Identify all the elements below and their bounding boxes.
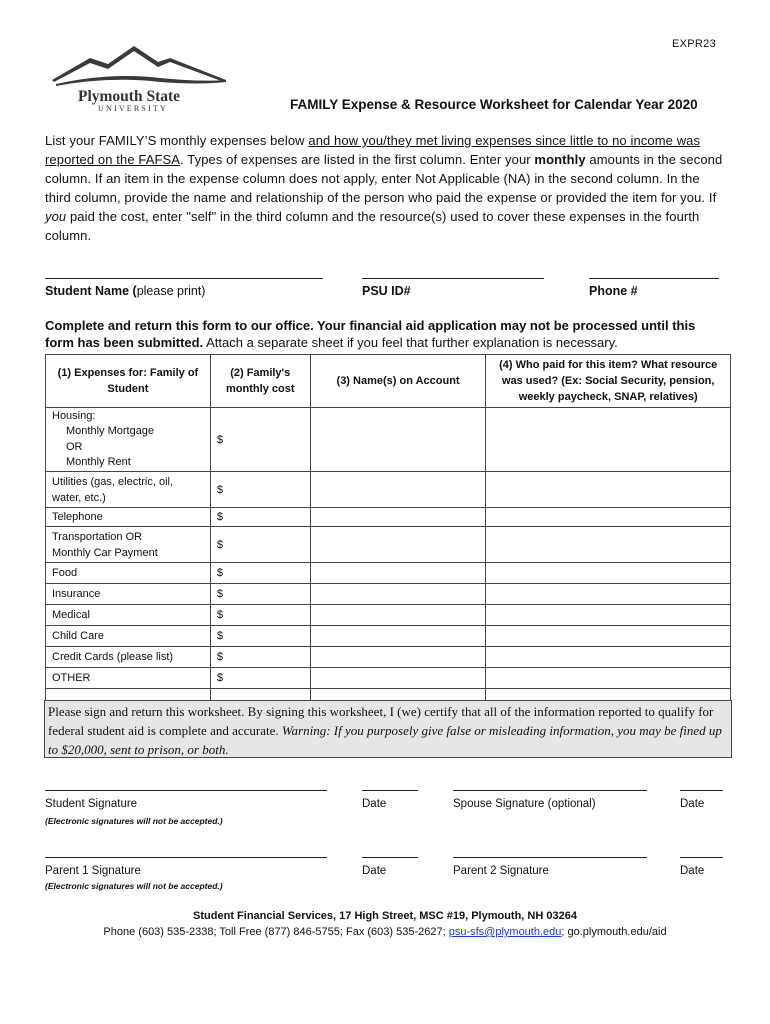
housing-line: Monthly Rent (66, 456, 131, 468)
student-signature-label: Student Signature (45, 798, 138, 810)
expense-child-care: Child Care (46, 626, 211, 647)
expense-transportation (46, 527, 211, 563)
expense-utilities (46, 472, 211, 508)
electronic-note: (Electronic signatures will not be accepted.) (45, 881, 223, 891)
instructions (45, 131, 725, 245)
cost-cell[interactable]: $ (210, 527, 310, 563)
housing-line: OR (66, 440, 83, 453)
housing-line: Housing: (52, 409, 96, 422)
table-row (46, 647, 731, 668)
account-cell[interactable] (310, 563, 486, 584)
date-label: Date (362, 865, 387, 877)
spouse-signature-label: Spouse Signature (optional) (453, 798, 596, 810)
cost-cell[interactable]: $ (210, 472, 310, 508)
header-name-on-account: (3) Name(s) on Account (310, 355, 486, 408)
expense-other: OTHER (46, 668, 211, 689)
instructions-text: amounts in the second column. If an item in the expense column does not apply, enter Not Applicable (NA) in the second column. In the third column, provide the name and relationship of the person who paid the expense or provided the item for you. If (45, 152, 723, 205)
account-cell[interactable] (310, 527, 486, 563)
student-name-label-bold: Student Name ( (45, 284, 137, 298)
instructions-italic: you (45, 209, 67, 224)
table-row (46, 508, 731, 527)
student-date-line[interactable] (362, 790, 418, 791)
cost-cell[interactable]: $ (210, 605, 310, 626)
instructions-text: . Types of expenses are listed in the first column. Enter your (180, 152, 535, 167)
table-row (46, 472, 731, 508)
resource-cell[interactable] (486, 563, 731, 584)
account-cell[interactable] (310, 472, 486, 508)
table-row (46, 527, 731, 563)
electronic-note: (Electronic signatures will not be accepted.) (45, 816, 223, 826)
account-cell[interactable] (310, 605, 486, 626)
resource-cell[interactable] (486, 508, 731, 527)
footer-address: Student Financial Services, 17 High Street, MSC #19, Plymouth, NH 03264 (193, 910, 577, 922)
notice-bold: Complete and return this form to our office. Your financial aid application may not be processed until this form has been submitted. (45, 318, 696, 350)
footer-contact (0, 926, 770, 938)
cost-cell[interactable]: $ (210, 626, 310, 647)
form-code: EXPR23 (672, 38, 716, 50)
expense-housing (46, 408, 211, 472)
account-cell[interactable] (310, 626, 486, 647)
cost-cell[interactable]: $ (210, 647, 310, 668)
parent1-signature-line[interactable] (45, 857, 327, 858)
certification-box (44, 700, 732, 758)
instructions-bold: monthly (534, 152, 586, 167)
account-cell[interactable] (310, 584, 486, 605)
table-header-row (46, 355, 731, 408)
resource-cell[interactable] (486, 647, 731, 668)
header-expenses: (1) Expenses for: Family of Student (46, 355, 211, 408)
spouse-date-line[interactable] (680, 790, 723, 791)
housing-line: Monthly Mortgage (66, 425, 155, 437)
certification-warning: Warning: If you purposely give false or misleading information, you may be fined up to $20,000, sent to prison, or both. (48, 723, 722, 757)
date-label: Date (680, 865, 705, 877)
utilities-line: Utilities (gas, electric, oil, (52, 475, 174, 488)
table-row (46, 563, 731, 584)
resource-cell[interactable] (486, 668, 731, 689)
certification-text: Please sign and return this worksheet. By signing this worksheet, I (we) certify that all of the information reported to qualify for federal student aid is complete and accurate. (48, 704, 714, 738)
account-cell[interactable] (310, 408, 486, 472)
psu-id-label: PSU ID# (362, 284, 411, 298)
header-monthly-cost: (2) Family's monthly cost (210, 355, 310, 408)
expense-table (45, 354, 731, 710)
resource-cell[interactable] (486, 472, 731, 508)
cost-cell[interactable]: $ (210, 668, 310, 689)
transport-line: Monthly Car Payment (52, 546, 158, 559)
university-logo (50, 40, 230, 116)
cost-cell[interactable]: $ (210, 563, 310, 584)
date-label: Date (362, 798, 387, 810)
table-row (46, 584, 731, 605)
parent2-signature-label: Parent 2 Signature (453, 865, 549, 877)
student-name-label (45, 284, 205, 298)
instructions-text: List your FAMILY’S monthly expenses below (45, 133, 309, 148)
table-row (46, 626, 731, 647)
account-cell[interactable] (310, 508, 486, 527)
student-signature-line[interactable] (45, 790, 327, 791)
logo-name: Plymouth State (78, 88, 181, 105)
spouse-signature-line[interactable] (453, 790, 647, 791)
parent2-date-line[interactable] (680, 857, 723, 858)
utilities-line: water, etc.) (52, 491, 106, 504)
cost-cell[interactable]: $ (210, 408, 310, 472)
footer-web: ; go.plymouth.edu/aid (561, 926, 667, 938)
table-row (46, 605, 731, 626)
resource-cell[interactable] (486, 527, 731, 563)
parent1-signature-label: Parent 1 Signature (45, 865, 141, 877)
parent2-signature-line[interactable] (453, 857, 647, 858)
date-label: Date (680, 798, 705, 810)
expense-medical: Medical (46, 605, 211, 626)
submission-notice (45, 317, 725, 351)
cost-cell[interactable]: $ (210, 508, 310, 527)
email-link[interactable]: psu-sfs@plymouth.edu (448, 926, 562, 938)
table-row (46, 408, 731, 472)
resource-cell[interactable] (486, 584, 731, 605)
account-cell[interactable] (310, 668, 486, 689)
instructions-underline: and how you/they met living expenses since little to no income was reported on the FAFSA (45, 133, 701, 167)
instructions-text: paid the cost, enter "self" in the third column and the resource(s) used to cover these expenses in the fourth column. (45, 209, 700, 243)
transport-line: Transportation OR (52, 530, 143, 543)
phone-label: Phone # (589, 284, 638, 298)
expense-telephone: Telephone (46, 508, 211, 527)
logo-sub: UNIVERSITY (98, 104, 168, 113)
expense-credit-cards: Credit Cards (please list) (46, 647, 211, 668)
account-cell[interactable] (310, 647, 486, 668)
cost-cell[interactable]: $ (210, 584, 310, 605)
header-who-paid: (4) Who paid for this item? What resource was used? (Ex: Social Security, pension, weekly paycheck, SNAP, relatives) (486, 355, 731, 408)
footer-phone: Phone (603) 535-2338; Toll Free (877) 846-5755; Fax (603) 535-2627; (103, 926, 449, 938)
resource-cell[interactable] (486, 626, 731, 647)
psu-id-line[interactable] (362, 278, 544, 279)
expense-insurance: Insurance (46, 584, 211, 605)
table-row (46, 668, 731, 689)
resource-cell[interactable] (486, 605, 731, 626)
phone-line[interactable] (589, 278, 719, 279)
student-name-line[interactable] (45, 278, 323, 279)
form-title: FAMILY Expense & Resource Worksheet for Calendar Year 2020 (290, 97, 698, 112)
resource-cell[interactable] (486, 408, 731, 472)
notice-normal: Attach a separate sheet if you feel that further explanation is necessary. (203, 335, 618, 350)
student-name-label-rest: please print) (136, 284, 206, 298)
expense-food: Food (46, 563, 211, 584)
parent1-date-line[interactable] (362, 857, 418, 858)
